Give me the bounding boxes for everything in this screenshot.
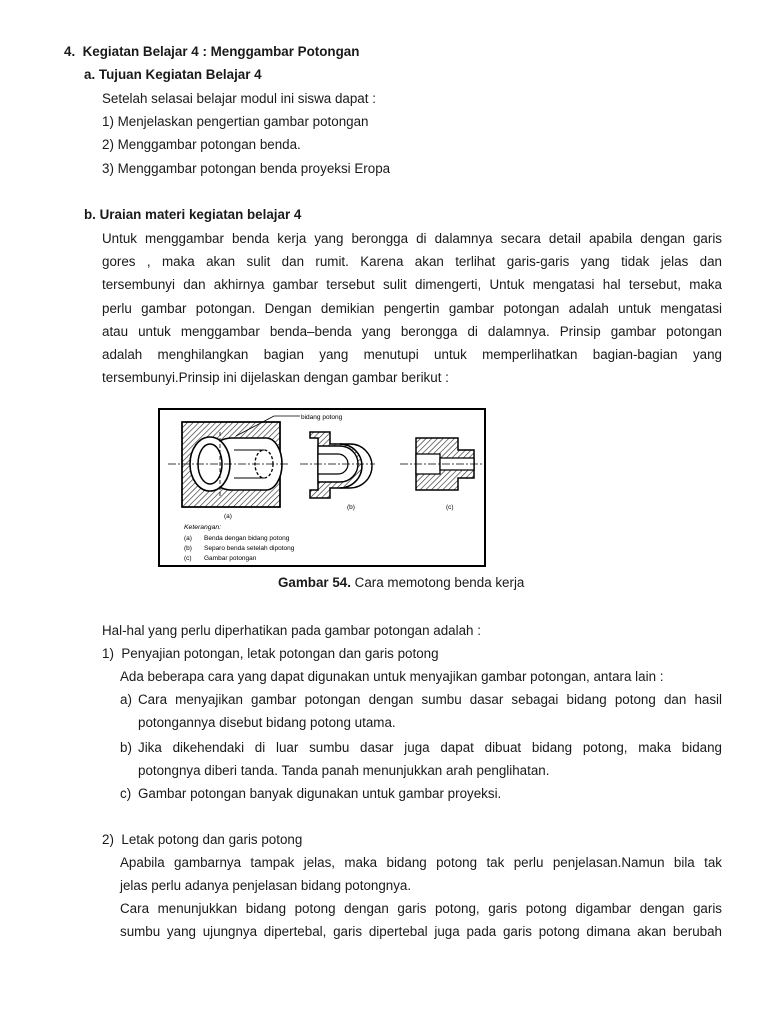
figure-label-c: (c) bbox=[446, 504, 454, 511]
sub-item-a-key: a) bbox=[120, 692, 132, 707]
notes-item-2-line-1: Apabila gambarnya tampak jelas, maka bidang potong tak perlu penjelasan.Namun bila tak bbox=[120, 855, 722, 870]
part-b-heading bbox=[84, 203, 301, 226]
notes-item-1-intro: Ada beberapa cara yang dapat digunakan untuk menyajikan gambar potongan, antara lain : bbox=[120, 669, 664, 684]
legend-text-c: Gambar potongan bbox=[204, 555, 257, 562]
sub-item-c-key: c) bbox=[120, 786, 132, 801]
objective-item-3: 3) Menggambar potongan benda proyeksi Eropa bbox=[102, 161, 391, 176]
objective-item-1: 1) Menjelaskan pengertian gambar potongan bbox=[102, 114, 369, 129]
part-a-label: a. bbox=[84, 67, 96, 82]
object-with-cutting-plane bbox=[168, 416, 300, 507]
figure-caption-number: Gambar 54. bbox=[278, 575, 351, 590]
section-drawing bbox=[160, 410, 484, 565]
part-a-intro: Setelah selasai belajar modul ini siswa dapat : bbox=[102, 91, 376, 106]
paragraph-line-6: adalah menghilangkan bagian yang menutupi untuk memperlihatkan bagian-bagian yang bbox=[102, 347, 722, 362]
paragraph-line-7: tersembunyi.Prinsip ini dijelaskan dengan gambar berikut : bbox=[102, 370, 449, 385]
part-b-title: Uraian materi kegiatan belajar 4 bbox=[99, 207, 302, 222]
paragraph-line-2: gores , maka akan sulit dan rumit. Karena akan terlihat garis-garis yang tidak jelas dan bbox=[102, 254, 722, 269]
notes-item-1-title: Penyajian potongan, letak potongan dan garis potong bbox=[121, 646, 439, 661]
sub-item-a-line-1: Cara menyajikan gambar potongan dengan sumbu dasar sebagai bidang potong dan hasil bbox=[138, 692, 722, 707]
sub-item-b-line-2: potongnya diberi tanda. Tanda panah menunjukkan arah penglihatan. bbox=[138, 763, 550, 778]
sub-item-b-line-1: Jika dikehendaki di luar sumbu dasar juga dapat dibuat bidang potong, maka bidang bbox=[138, 740, 722, 755]
figure-caption bbox=[278, 571, 524, 594]
sub-item-c-line-1: Gambar potongan banyak digunakan untuk gambar proyeksi. bbox=[138, 786, 502, 801]
notes-intro: Hal-hal yang perlu diperhatikan pada gambar potongan adalah : bbox=[102, 623, 481, 638]
part-a-heading bbox=[84, 63, 262, 86]
figure-label-b: (b) bbox=[347, 504, 355, 511]
legend-key-c: (c) bbox=[184, 555, 192, 562]
legend-key-a: (a) bbox=[184, 535, 192, 542]
part-b-label: b. bbox=[84, 207, 96, 222]
notes-item-2-line-4: sumbu yang ujungnya dipertebal, garis dipertebal juga pada garis potong dimana akan berubah bbox=[120, 924, 722, 939]
paragraph-line-3: tersembunyi dan akhirnya gambar tersebut sulit dimengerti, Untuk mengatasi hal tersebut, maka bbox=[102, 277, 722, 292]
part-a-title: Tujuan Kegiatan Belajar 4 bbox=[98, 67, 262, 82]
notes-item-1-number: 1) bbox=[102, 646, 114, 661]
objective-item-2: 2) Menggambar potongan benda. bbox=[102, 137, 301, 152]
notes-item-2 bbox=[102, 828, 302, 851]
notes-item-1 bbox=[102, 642, 439, 665]
half-object-drawing bbox=[300, 432, 375, 498]
sub-item-a-line-2: potongannya disebut bidang potong utama. bbox=[138, 715, 396, 730]
figure-caption-text: Cara memotong benda kerja bbox=[350, 575, 525, 590]
cutting-plane-callout: bidang potong bbox=[301, 414, 343, 421]
legend-key-b: (b) bbox=[184, 545, 192, 552]
sectional-view-drawing bbox=[400, 438, 482, 490]
section-heading bbox=[64, 40, 359, 63]
paragraph-line-5: atau untuk menggambar benda–benda yang berongga di dalamnya. Prinsip gambar potongan bbox=[102, 324, 722, 339]
sub-item-b-key: b) bbox=[120, 740, 132, 755]
paragraph-line-4: perlu gambar potongan. Dengan demikian pengertin gambar potongan adalah untuk mengatasi bbox=[102, 301, 722, 316]
figure-54 bbox=[158, 408, 486, 567]
notes-item-2-line-3: Cara menunjukkan bidang potong dengan garis potong, garis potong digambar dengan garis bbox=[120, 901, 722, 916]
paragraph-line-1: Untuk menggambar benda kerja yang berongga di dalamnya secara detail apabila dengan garis bbox=[102, 231, 722, 246]
section-title: Kegiatan Belajar 4 : Menggambar Potongan bbox=[82, 44, 360, 59]
legend-text-b: Separo benda setelah dipotong bbox=[204, 545, 295, 552]
notes-item-2-line-2: jelas perlu adanya penjelasan bidang potongnya. bbox=[120, 878, 412, 893]
notes-item-2-title: Letak potong dan garis potong bbox=[121, 832, 303, 847]
legend-text-a: Benda dengan bidang potong bbox=[204, 535, 290, 542]
figure-label-a: (a) bbox=[224, 513, 232, 520]
legend-title: Keterangan: bbox=[184, 524, 222, 531]
section-number: 4. bbox=[64, 44, 76, 59]
notes-item-2-number: 2) bbox=[102, 832, 114, 847]
